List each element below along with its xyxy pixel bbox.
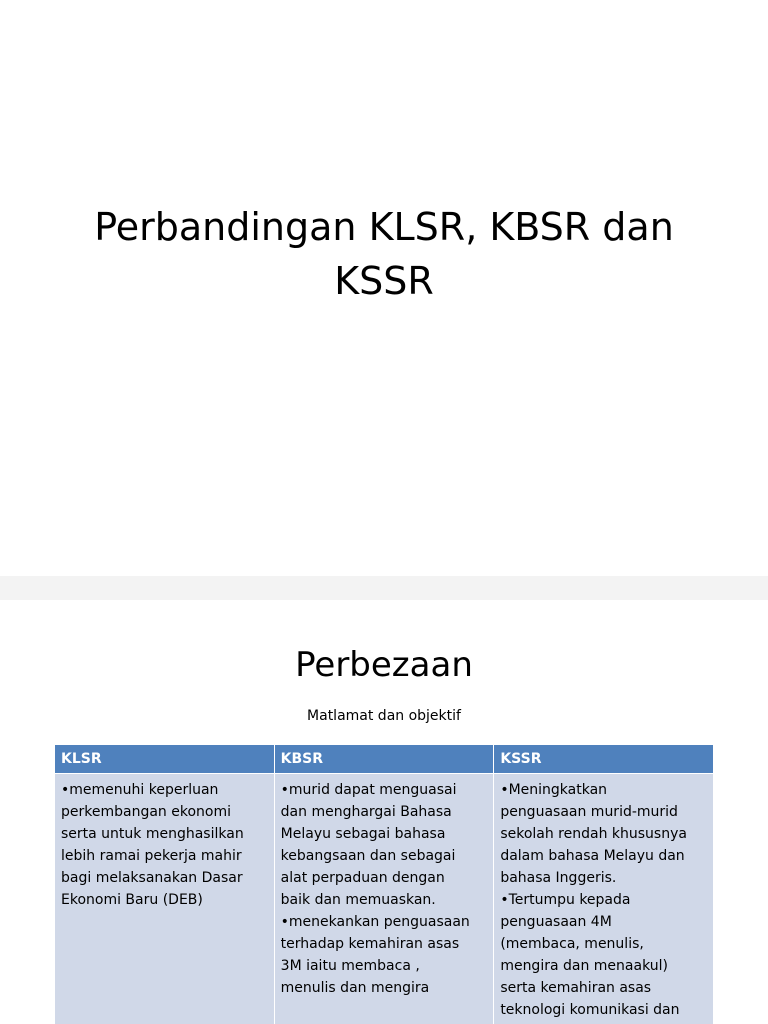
- cell-line: 3M iaitu membaca ,: [280, 958, 420, 974]
- cell-klsr: [55, 774, 275, 1024]
- cell-line: sekolah rendah khususnya: [500, 826, 687, 842]
- cell-line: Melayu sebagai bahasa: [280, 826, 446, 842]
- slide-comparison: [0, 600, 768, 1024]
- cell-line: alat perpaduan dengan: [280, 870, 445, 886]
- cell-line: kebangsaan dan sebagai: [280, 848, 456, 864]
- cell-line: •Tertumpu kepada: [500, 892, 631, 908]
- title-line-1: Perbandingan KLSR, KBSR dan: [94, 205, 674, 249]
- cell-line: bagi melaksanakan Dasar: [61, 870, 243, 886]
- cell-line: mengira dan menaakul): [500, 958, 668, 974]
- cell-line: teknologi komunikasi dan: [500, 1002, 680, 1018]
- cell-line: (membaca, menulis,: [500, 936, 644, 952]
- cell-line: bahasa Inggeris.: [500, 870, 617, 886]
- cell-line: •menekankan penguasaan: [280, 914, 470, 930]
- slide-heading: Perbezaan: [295, 645, 473, 685]
- table-row: [55, 774, 714, 1024]
- cell-kssr: [494, 774, 714, 1024]
- cell-line: serta kemahiran asas: [500, 980, 652, 996]
- header-kssr: KSSR: [494, 745, 714, 774]
- comparison-table: [54, 744, 714, 1024]
- table-header-row: [55, 745, 714, 774]
- cell-line: baik dan memuaskan.: [280, 892, 436, 908]
- cell-line: penguasaan murid-murid: [500, 804, 678, 820]
- cell-line: terhadap kemahiran asas: [280, 936, 460, 952]
- cell-line: dan menghargai Bahasa: [280, 804, 452, 820]
- slide-subheading: Matlamat dan objektif: [307, 708, 461, 724]
- title-line-2: KSSR: [334, 259, 434, 303]
- cell-line: perkembangan ekonomi: [61, 804, 231, 820]
- cell-line: Ekonomi Baru (DEB): [61, 892, 203, 908]
- cell-line: menulis dan mengira: [280, 980, 430, 996]
- cell-line: lebih ramai pekerja mahir: [61, 848, 242, 864]
- cell-line: •Meningkatkan: [500, 782, 608, 798]
- cell-kbsr: [274, 774, 494, 1024]
- header-klsr: KLSR: [55, 745, 275, 774]
- cell-line: serta untuk menghasilkan: [61, 826, 244, 842]
- slide-separator: [0, 576, 768, 600]
- cell-line: •memenuhi keperluan: [61, 782, 219, 798]
- cell-line: penguasaan 4M: [500, 914, 612, 930]
- header-kbsr: KBSR: [274, 745, 494, 774]
- cell-line: •murid dapat menguasai: [280, 782, 457, 798]
- cell-line: dalam bahasa Melayu dan: [500, 848, 685, 864]
- slide-title-heading: [60, 200, 708, 308]
